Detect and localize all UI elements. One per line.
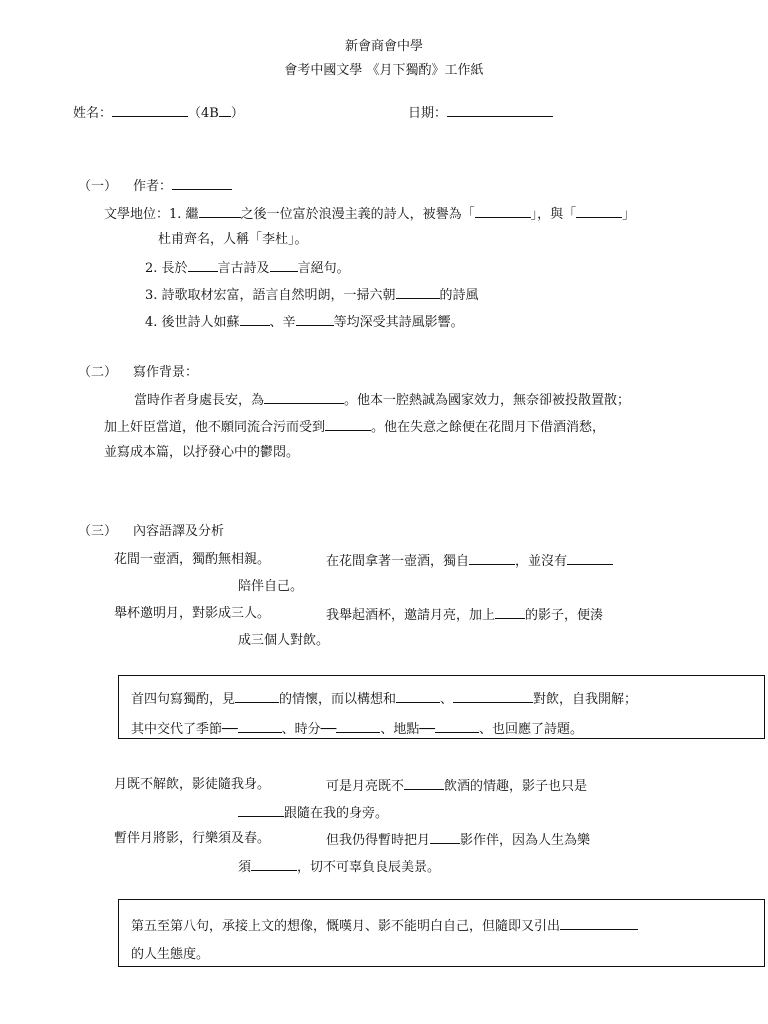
background-line-2 [104, 417, 605, 437]
status-line-1 [104, 204, 635, 224]
life-attitude-blank[interactable] [560, 916, 638, 930]
place-blank[interactable] [435, 719, 479, 733]
status-line-4 [145, 312, 464, 332]
analysis-text: 首四句寫獨酌，見 [131, 692, 236, 707]
season-blank[interactable] [238, 719, 282, 733]
school-name: 新會商會中學 [344, 39, 423, 54]
poem-line-4: 暫伴月將影，行樂須及春。 [114, 831, 271, 846]
companion-blank-1[interactable] [396, 689, 440, 703]
analysis-box-2-line-1 [131, 916, 638, 936]
name-blank[interactable] [112, 103, 188, 117]
status-text: 」，與「 [530, 207, 577, 222]
translation-text: 在花間拿著一壺酒，獨自 [326, 554, 470, 569]
translation-text: 可是月亮既不 [326, 779, 405, 794]
class-close: ） [230, 106, 244, 121]
analysis-text: 對飲，自我開解； [533, 692, 638, 707]
analysis-text: 其中交代了季節── [131, 722, 238, 737]
background-text: 。他本一腔熱誠為國家效力，無奈卻被投散置散； [344, 393, 631, 408]
worksheet-title: 會考中國文學 《月下獨酌》工作紙 [284, 63, 484, 78]
xin-blank[interactable] [296, 312, 334, 326]
status-text: 、辛 [269, 315, 296, 330]
translation-line-1 [326, 551, 613, 571]
author-blank[interactable] [172, 176, 232, 190]
status-text: 之後一位富於浪漫主義的詩人，被譽為「 [240, 207, 475, 222]
poem-line-3: 月既不解飲，影徒隨我身。 [114, 777, 271, 792]
title-blank[interactable] [475, 204, 531, 218]
section1-heading [78, 176, 232, 196]
status-text: 言絕句。 [297, 261, 350, 276]
date-label: 日期： [408, 106, 448, 121]
understand-blank[interactable] [404, 776, 444, 790]
class-open: （4B [188, 106, 219, 121]
translation-text: 影作伴，因為人生為樂 [460, 833, 591, 848]
translation-line-3 [326, 776, 587, 796]
section3-title: 內容語譯及分析 [133, 524, 225, 539]
translation-line-2 [326, 605, 603, 625]
translation-text: 但我仍得暫時把月 [326, 833, 431, 848]
translation-text: 飲酒的情趣，影子也只是 [444, 779, 588, 794]
analysis-text: 的情懷，而以構想和 [279, 692, 397, 707]
background-text: 當時作者身處長安，為 [134, 393, 265, 408]
name-label: 姓名： [73, 106, 113, 121]
predecessor-blank[interactable] [199, 204, 241, 218]
six-dynasties-blank[interactable] [396, 285, 440, 299]
companion-blank[interactable] [567, 551, 613, 565]
verse-form-blank-2[interactable] [270, 258, 298, 272]
analysis-box-1-line-1 [131, 689, 637, 709]
translation-text: 須 [238, 860, 252, 875]
section1-number: （一） [78, 179, 118, 194]
background-line-1 [134, 390, 630, 410]
peer-title-blank[interactable] [576, 204, 622, 218]
class-blank[interactable] [219, 103, 231, 117]
position-blank[interactable] [264, 390, 344, 404]
status-label: 文學地位： [104, 207, 170, 222]
analysis-box-1-line-2 [131, 719, 583, 739]
poem-line-2: 舉杯邀明月，對影成三人。 [114, 606, 271, 621]
background-line-3: 並寫成本篇，以抒發心中的鬱悶。 [104, 445, 300, 460]
section2-heading [78, 364, 198, 382]
time-blank[interactable] [336, 719, 380, 733]
analysis-text: 、時分── [281, 722, 337, 737]
status-text: 等均深受其詩風影響。 [333, 315, 464, 330]
companion-blank-2[interactable] [453, 689, 533, 703]
date-blank[interactable] [447, 103, 553, 117]
translation-line-2-cont: 成三個人對飲。 [238, 633, 330, 648]
follow-blank[interactable] [238, 803, 284, 817]
section3-number: （三） [78, 524, 118, 539]
status-text: 的詩風 [439, 288, 479, 303]
status-line-2 [145, 258, 350, 278]
background-text: 。他在失意之餘便在花間月下借酒消愁， [371, 420, 606, 435]
shadow-blank[interactable] [495, 605, 525, 619]
translation-line-4-cont [238, 857, 440, 877]
translation-text: ，切不可辜負良辰美景。 [297, 860, 441, 875]
and-blank[interactable] [430, 830, 460, 844]
su-blank[interactable] [240, 312, 270, 326]
translation-line-3-cont [238, 803, 388, 823]
status-text: 」 [622, 207, 636, 222]
translation-line-4 [326, 830, 590, 850]
suffered-blank[interactable] [325, 417, 371, 431]
analysis-box-2-line-2: 的人生態度。 [131, 947, 210, 962]
section1-title: 作者： [133, 179, 173, 194]
translation-text: 跟隨在我的身旁。 [284, 806, 389, 821]
analysis-text: 、地點── [380, 722, 435, 737]
translation-text: ，並沒有 [515, 554, 568, 569]
status-text: 言古詩及 [217, 261, 270, 276]
feeling-blank[interactable] [235, 689, 279, 703]
translation-text: 我舉起酒杯，邀請月亮，加上 [326, 608, 496, 623]
analysis-text: 、也回應了詩題。 [478, 722, 583, 737]
section3-heading [78, 523, 224, 541]
background-text: 加上奸臣當道，他不願同流合污而受到 [104, 420, 326, 435]
section2-number: （二） [78, 365, 118, 380]
status-text: 3. 詩歌取材宏富，語言自然明朗，一掃六朝 [145, 288, 396, 303]
section2-title: 寫作背景： [133, 365, 199, 380]
date-row [408, 103, 553, 123]
status-text: 1. 繼 [169, 207, 199, 222]
timely-blank[interactable] [251, 857, 297, 871]
verse-form-blank-1[interactable] [188, 258, 218, 272]
translation-line-1-cont: 陪伴自己。 [238, 579, 304, 594]
translation-text: 的影子，便湊 [525, 608, 604, 623]
analysis-text: 第五至第八句，承接上文的想像，慨嘆月、影不能明白自己，但隨即又引出 [131, 919, 561, 934]
status-text: 2. 長於 [145, 261, 188, 276]
status-line-1-cont: 杜甫齊名，人稱「李杜」。 [158, 232, 308, 247]
status-line-3 [145, 285, 479, 305]
drinking-blank[interactable] [469, 551, 515, 565]
status-text: 4. 後世詩人如蘇 [145, 315, 240, 330]
analysis-text: 、 [440, 692, 454, 707]
poem-line-1: 花間一壺酒，獨酌無相親。 [114, 552, 271, 567]
student-info-row [73, 103, 244, 123]
